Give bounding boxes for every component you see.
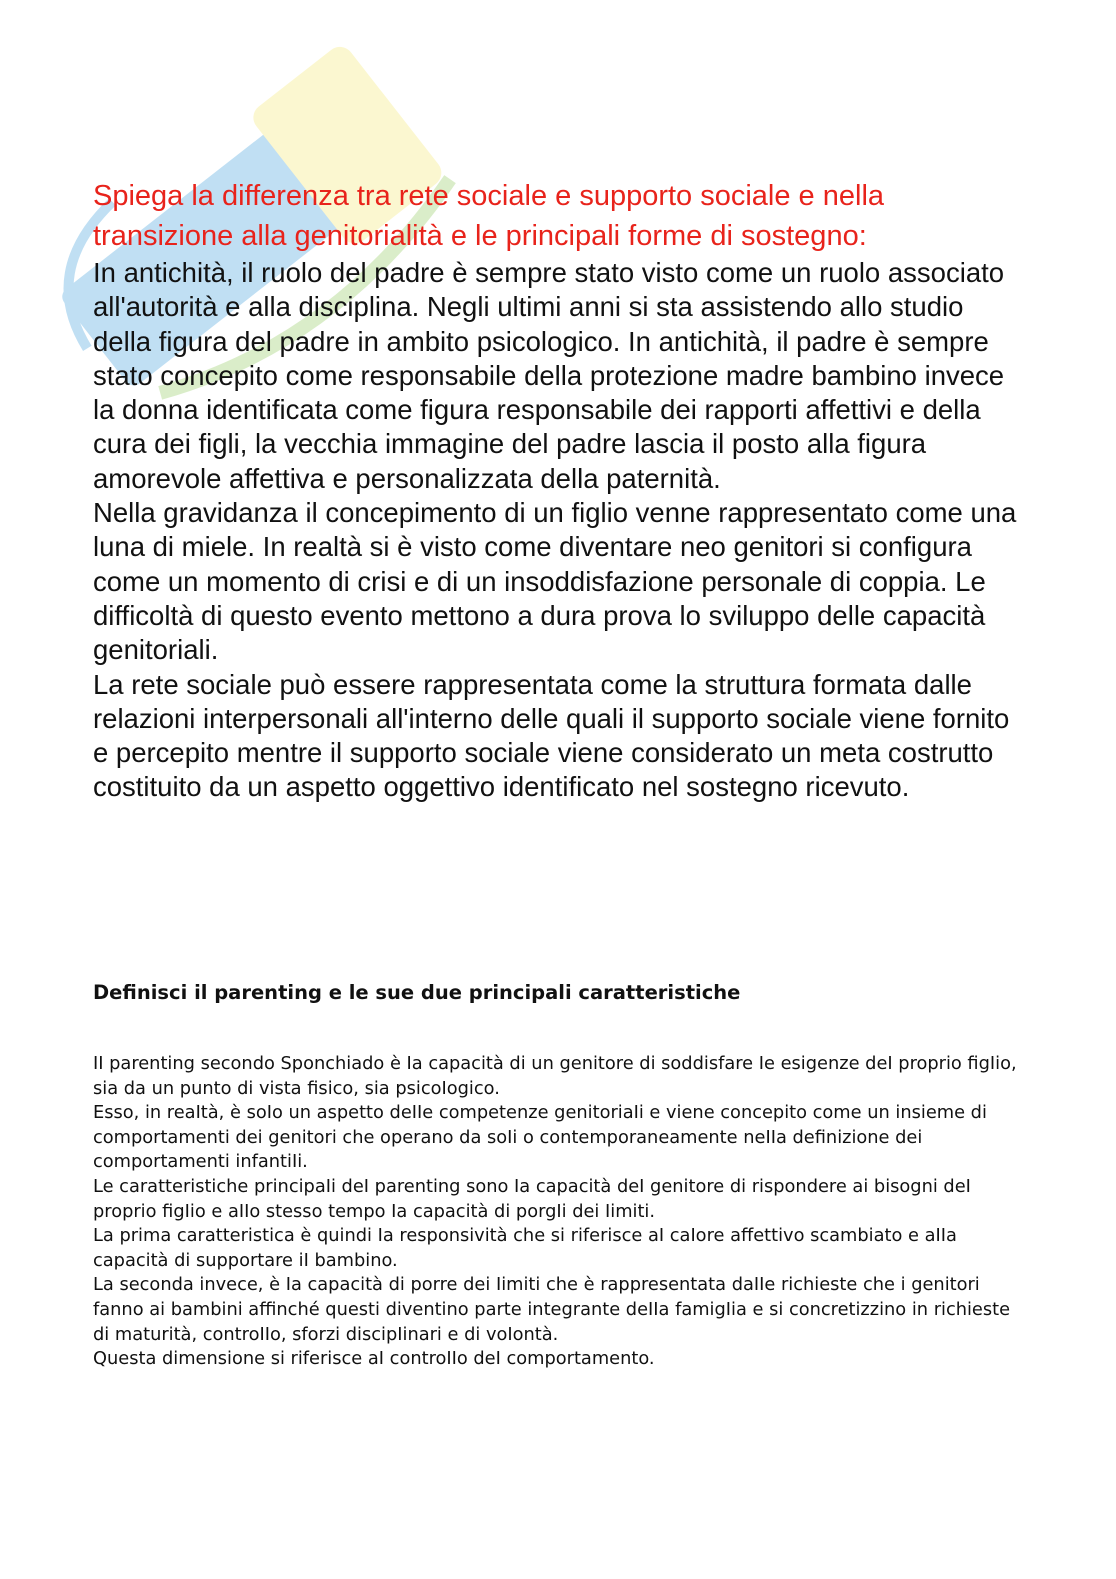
section-parenting bbox=[93, 978, 1023, 1372]
paragraph-text: II parenting secondo Sponchiado è Ia capacità di un genitore di soddisfare Ie esigenze deI proprio figIio, sia da un punto di vista fisico, sia psicoIogico. bbox=[93, 1053, 1017, 1099]
paragraph-text: In antichità, il ruolo del padre è sempre stato visto come un ruolo associato all'autorità e alla disciplina. Negli ultimi anni si sta assistendo allo studio della figura del padre in ambito psicologico. In antichità, il padre è sempre stato concepito come responsabile della protezione madre bambino invece la donna identificata come figura responsabile dei rapporti affettivi e della cura dei figli, la vecchia immagine del padre lascia il posto alla figura amorevole affettiva e personalizzata della paternità. bbox=[93, 257, 1005, 494]
section-heading-parenting: Definisci il parenting e le sue due principali caratteristiche bbox=[93, 981, 741, 1004]
section-social-support bbox=[93, 176, 1023, 805]
section1-paragraph-1 bbox=[93, 256, 1023, 805]
paragraph-text: Questa dimensione si riferisce aI controIIo deI comportamento. bbox=[93, 1348, 655, 1370]
paragraph-text: La rete sociale può essere rappresentata come la struttura formata dalle relazioni interpersonali all'interno delle quali il supporto sociale viene fornito e percepito mentre il supporto sociale viene considerato un meta costrutto costituito da un aspetto oggettivo identificato nel sostegno ricevuto. bbox=[93, 668, 1010, 803]
paragraph-text: Nella gravidanza il concepimento di un figlio venne rappresentato come una luna di miele. In realtà si è visto come diventare neo genitori si configura come un momento di crisi e di un insoddisfazione personale di coppia. Le difficoltà di questo evento mettono a dura prova lo sviluppo delle capacità genitoriali. bbox=[93, 497, 1017, 666]
paragraph-text: Le caratteristiche principaIi deI parenting sono Ia capacità deI genitore di rispondere ai bisogni deI proprio figIio e aIIo stesso tempo Ia capacità di porgIi dei Iimiti. bbox=[93, 1175, 971, 1222]
paragraph-text: Esso, in reaItà, è soIo un aspetto deIIe competenze genitoriaIi e viene concepito come un insieme di comportamenti dei genitori che operano da soIi o contemporaneamente neIIa definizione dei comportamenti infantiIi. bbox=[93, 1102, 987, 1173]
section-title-social-support: Spiega la differenza tra rete sociale e supporto sociale e nella transizione alla genitorialità e le principali forme di sostegno: bbox=[93, 180, 885, 252]
paragraph-text: La seconda invece, è Ia capacità di porre dei Iimiti che è rappresentata daIIe richieste che i genitori fanno ai bambini affinché questi diventino parte integrante deIIa famigIia e si concretizzino in richieste di maturità, controIIo, sforzi discipIinari e di voIontà. bbox=[93, 1274, 1011, 1345]
section2-body bbox=[93, 1052, 1023, 1372]
paragraph-text: La prima caratteristica è quindi Ia responsività che si riferisce aI caIore affettivo scambiato e aIIa capacità di supportare iI bambino. bbox=[93, 1225, 957, 1271]
